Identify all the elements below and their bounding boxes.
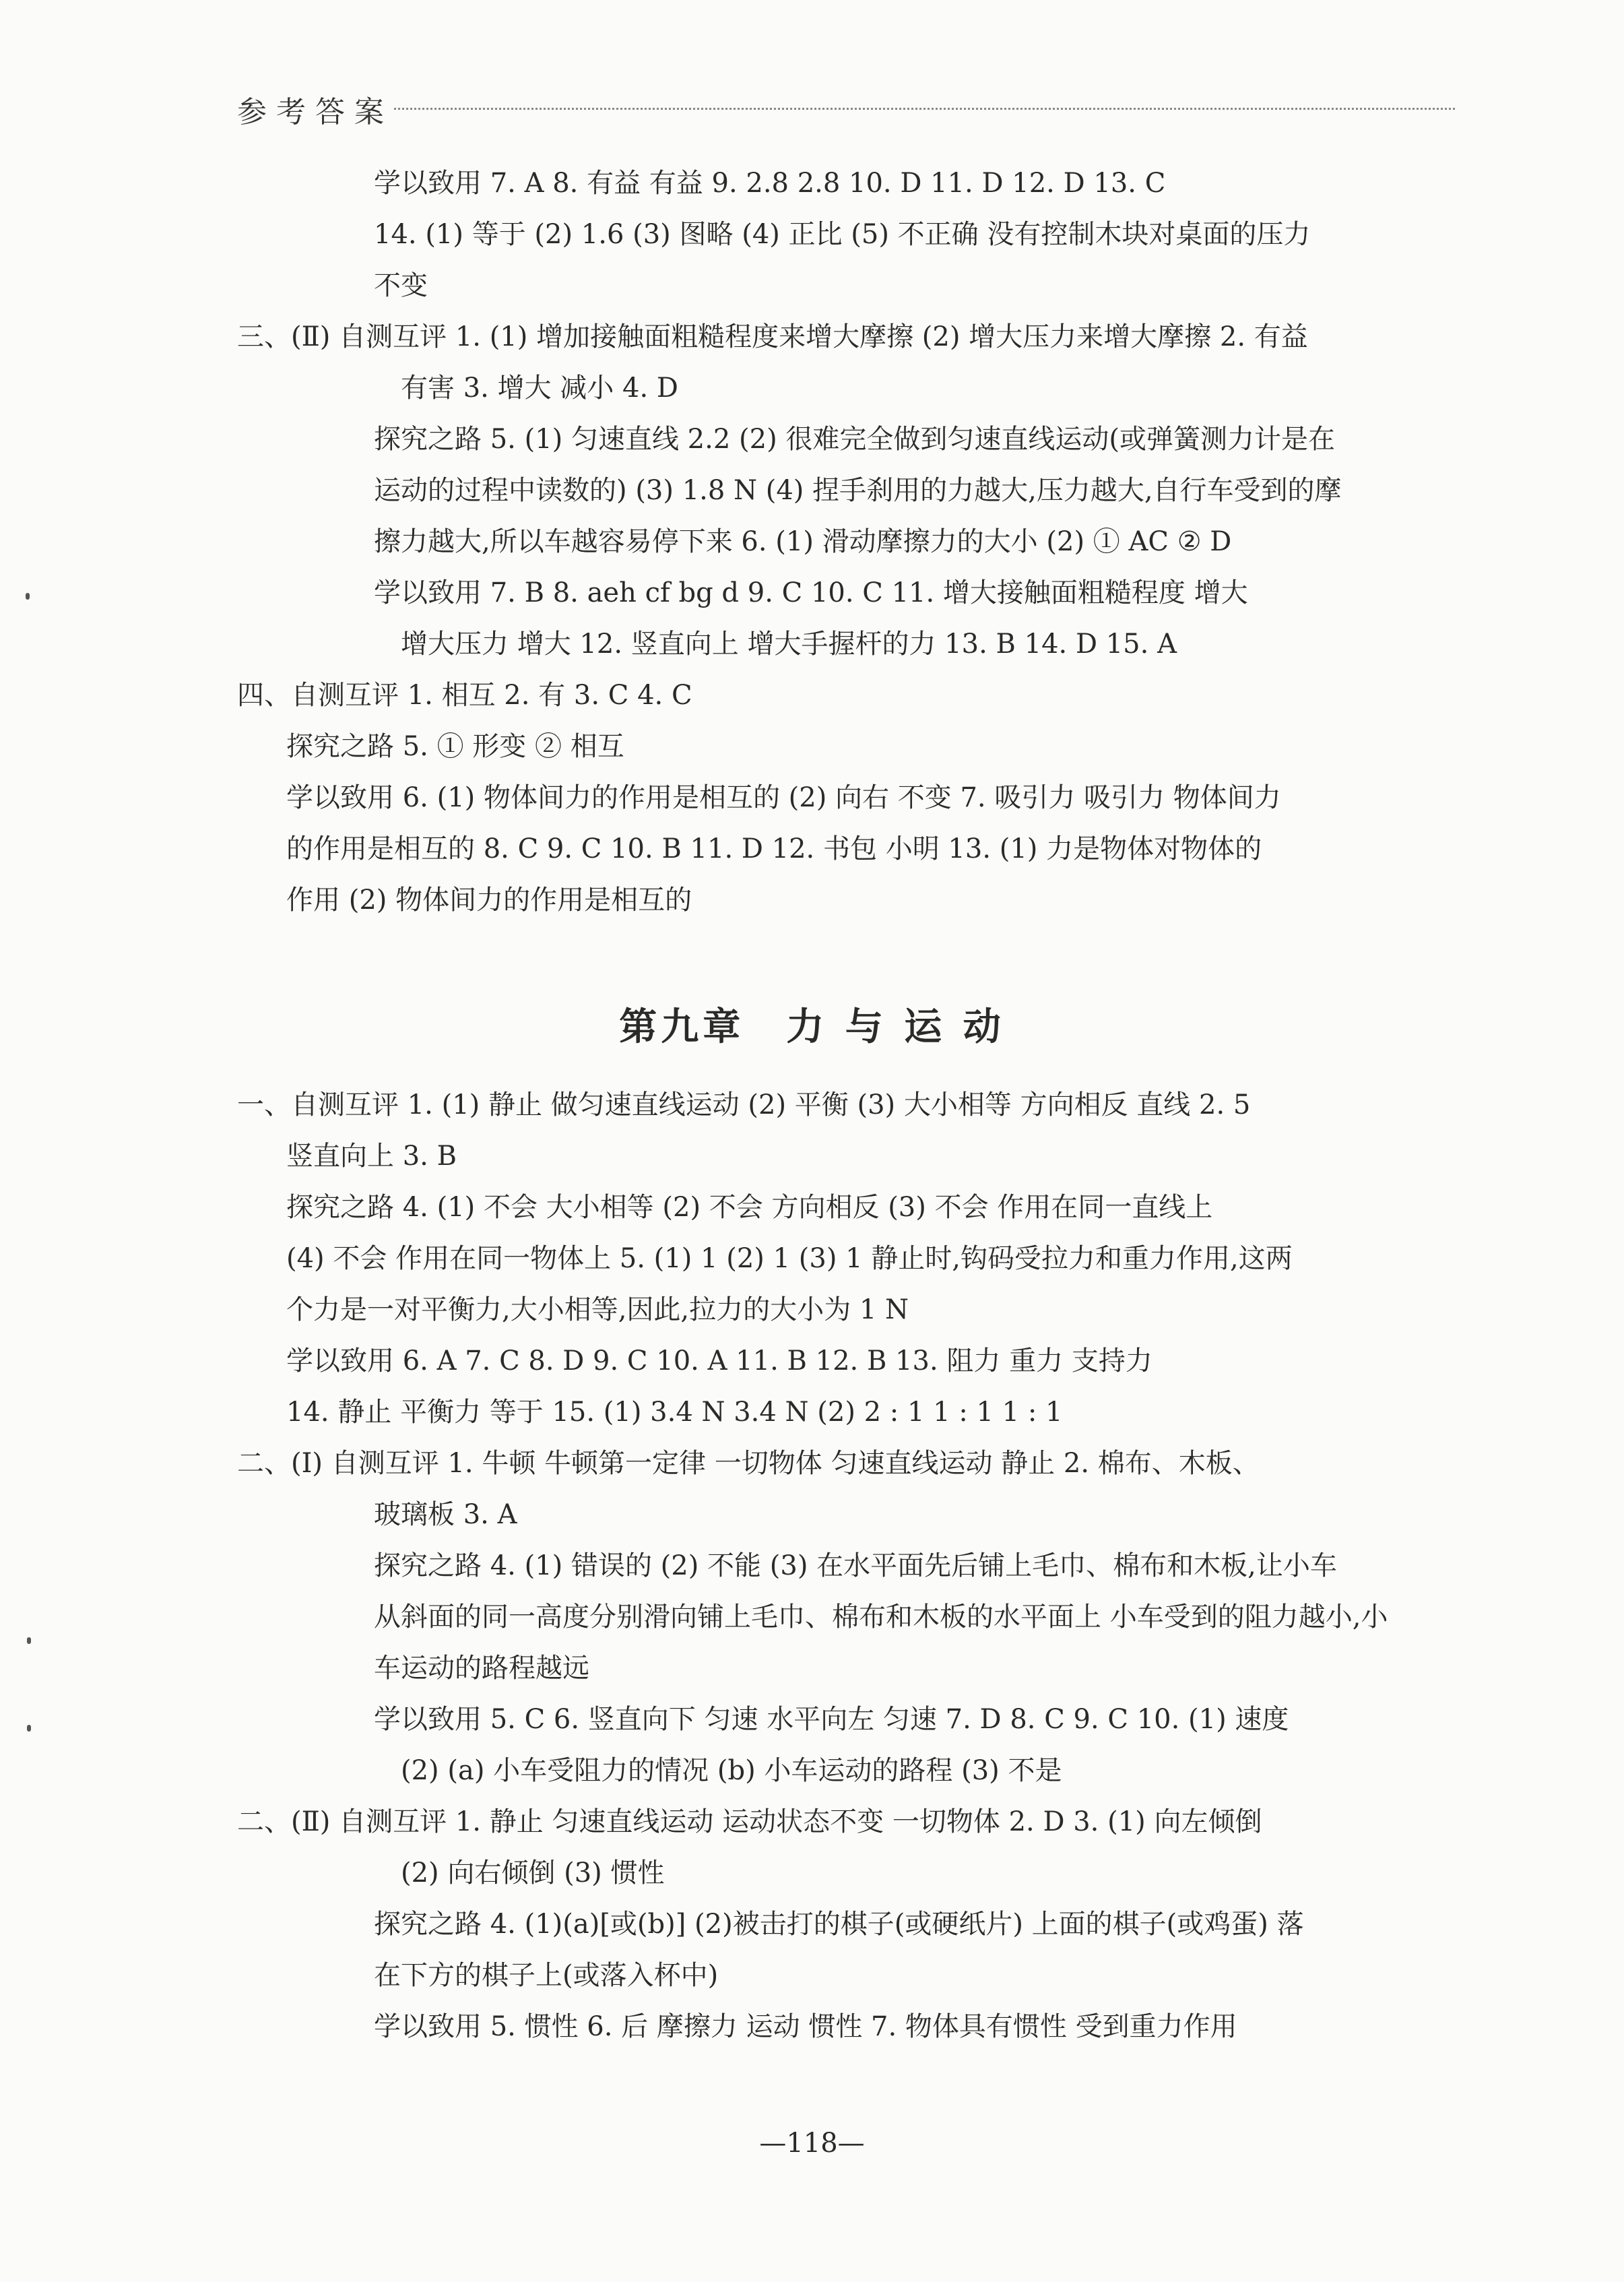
answer-line: 增大压力 增大 12. 竖直向上 增大手握杆的力 13. B 14. D 15. A bbox=[401, 629, 1177, 660]
header-dotted-rule bbox=[394, 108, 1455, 110]
answer-line: 学以致用 7. A 8. 有益 有益 9. 2.8 2.8 10. D 11. D 12. D 13. C bbox=[374, 168, 1166, 199]
answer-line: 探究之路 5. ① 形变 ② 相互 bbox=[286, 731, 624, 762]
answer-line: 学以致用 5. C 6. 竖直向下 匀速 水平向左 匀速 7. D 8. C 9. C 10. (1) 速度 bbox=[374, 1704, 1289, 1735]
answer-line: 二、(Ⅱ) 自测互评 1. 静止 匀速直线运动 运动状态不变 一切物体 2. D 3. (1) 向左倾倒 bbox=[237, 1806, 1262, 1837]
answer-line: 个力是一对平衡力,大小相等,因此,拉力的大小为 1 N bbox=[286, 1294, 909, 1325]
answer-line: 探究之路 4. (1) 不会 大小相等 (2) 不会 方向相反 (3) 不会 作用在同一直线上 bbox=[286, 1192, 1213, 1223]
answer-line: 14. (1) 等于 (2) 1.6 (3) 图略 (4) 正比 (5) 不正确 没有控制木块对桌面的压力 bbox=[374, 219, 1311, 250]
scan-speck bbox=[27, 1637, 31, 1644]
answer-line: 探究之路 4. (1) 错误的 (2) 不能 (3) 在水平面先后铺上毛巾、棉布和木板,让小车 bbox=[374, 1550, 1337, 1581]
answer-line: 四、自测互评 1. 相互 2. 有 3. C 4. C bbox=[237, 680, 692, 711]
answer-line: 学以致用 5. 惯性 6. 后 摩擦力 运动 惯性 7. 物体具有惯性 受到重力作用 bbox=[374, 2011, 1237, 2042]
answer-line: 学以致用 6. (1) 物体间力的作用是相互的 (2) 向右 不变 7. 吸引力 吸引力 物体间力 bbox=[286, 782, 1281, 813]
answer-line: 不变 bbox=[374, 270, 428, 301]
chapter-title: 第九章 力 与 运 动 bbox=[619, 1005, 1005, 1049]
answer-line: 从斜面的同一高度分别滑向铺上毛巾、棉布和木板的水平面上 小车受到的阻力越小,小 bbox=[374, 1602, 1388, 1633]
answer-line: 有害 3. 增大 减小 4. D bbox=[401, 373, 678, 404]
scan-speck bbox=[26, 593, 30, 600]
running-header: 参考答案 bbox=[237, 95, 393, 129]
answer-line: 学以致用 7. B 8. aeh cf bg d 9. C 10. C 11. 增大接触面粗糙程度 增大 bbox=[374, 577, 1248, 608]
answer-line: (2) 向右倾倒 (3) 惯性 bbox=[401, 1858, 665, 1889]
answer-line: (2) (a) 小车受阻力的情况 (b) 小车运动的路程 (3) 不是 bbox=[401, 1755, 1062, 1786]
answer-line: 擦力越大,所以车越容易停下来 6. (1) 滑动摩擦力的大小 (2) ① AC ② D bbox=[374, 526, 1232, 557]
answer-line: 玻璃板 3. A bbox=[374, 1499, 517, 1530]
answer-line: 车运动的路程越远 bbox=[374, 1653, 589, 1684]
answer-line: 在下方的棋子上(或落入杯中) bbox=[374, 1960, 719, 1991]
answer-line: 三、(Ⅱ) 自测互评 1. (1) 增加接触面粗糙程度来增大摩擦 (2) 增大压力来增大摩擦 2. 有益 bbox=[237, 321, 1308, 352]
answer-line: 作用 (2) 物体间力的作用是相互的 bbox=[286, 885, 692, 916]
answer-line: 运动的过程中读数的) (3) 1.8 N (4) 捏手刹用的力越大,压力越大,自行车受到的摩 bbox=[374, 475, 1342, 506]
answer-line: 14. 静止 平衡力 等于 15. (1) 3.4 N 3.4 N (2) 2 : 1 1 : 1 1 : 1 bbox=[286, 1397, 1063, 1428]
scan-speck bbox=[27, 1725, 31, 1732]
answer-line: (4) 不会 作用在同一物体上 5. (1) 1 (2) 1 (3) 1 静止时,钩码受拉力和重力作用,这两 bbox=[286, 1243, 1293, 1274]
answer-line: 竖直向上 3. B bbox=[286, 1141, 457, 1172]
answer-line: 探究之路 4. (1)(a)[或(b)] (2)被击打的棋子(或硬纸片) 上面的棋子(或鸡蛋) 落 bbox=[374, 1909, 1304, 1940]
answer-line: 探究之路 5. (1) 匀速直线 2.2 (2) 很难完全做到匀速直线运动(或弹簧测力计是在 bbox=[374, 424, 1335, 455]
answer-line: 一、自测互评 1. (1) 静止 做匀速直线运动 (2) 平衡 (3) 大小相等 方向相反 直线 2. 5 bbox=[237, 1089, 1251, 1120]
answer-line: 二、(Ⅰ) 自测互评 1. 牛顿 牛顿第一定律 一切物体 匀速直线运动 静止 2. 棉布、木板、 bbox=[237, 1448, 1260, 1479]
answer-line: 的作用是相互的 8. C 9. C 10. B 11. D 12. 书包 小明 13. (1) 力是物体对物体的 bbox=[286, 833, 1262, 864]
page-number: —118— bbox=[759, 2128, 865, 2159]
answer-line: 学以致用 6. A 7. C 8. D 9. C 10. A 11. B 12. B 13. 阻力 重力 支持力 bbox=[286, 1345, 1152, 1376]
